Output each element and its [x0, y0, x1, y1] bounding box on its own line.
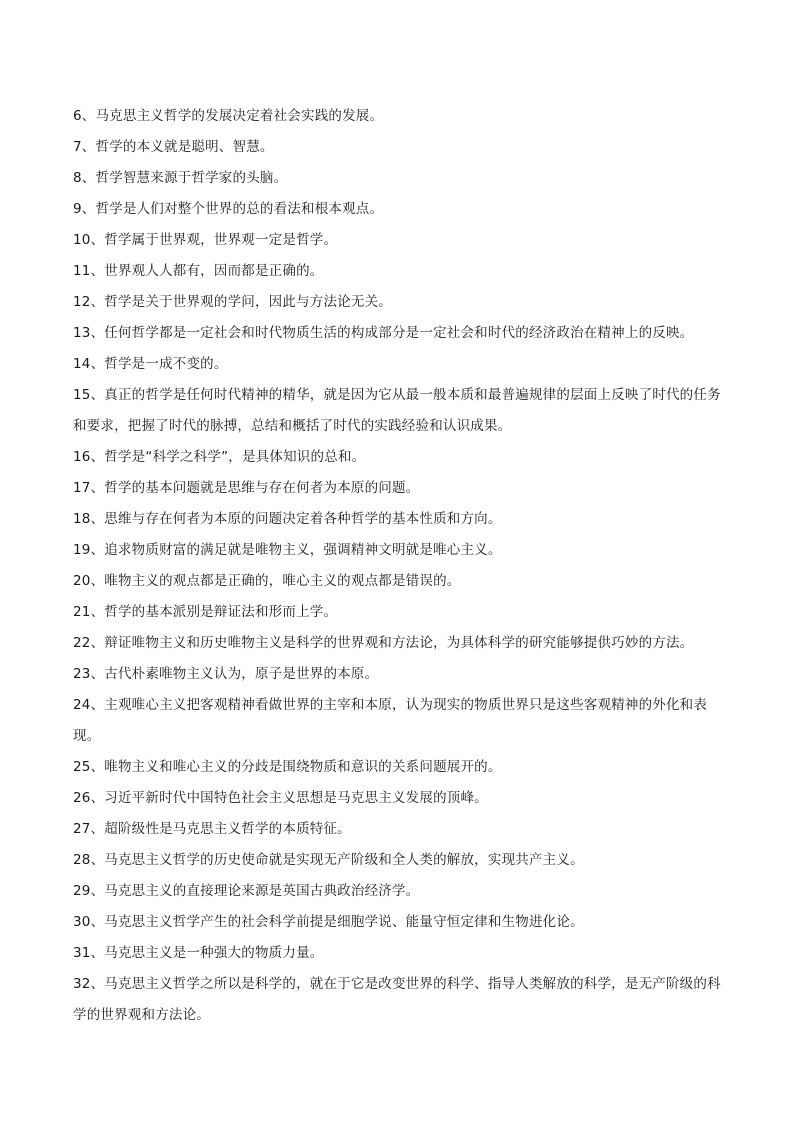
statement-item: 29、马克思主义的直接理论来源是英国古典政治经济学。	[73, 883, 420, 899]
statement-item: 12、哲学是关于世界观的学问，因此与方法论无关。	[73, 294, 392, 310]
statement-item: 24、主观唯心主义把客观精神看做世界的主宰和本原，认为现实的物质世界只是这些客观精神的外化和表现。	[73, 697, 708, 744]
statement-item: 26、习近平新时代中国特色社会主义思想是马克思主义发展的顶峰。	[73, 790, 488, 806]
statement-item: 27、超阶级性是马克思主义哲学的本质特征。	[73, 821, 351, 837]
statement-item: 30、马克思主义哲学产生的社会科学前提是细胞学说、能量守恒定律和生物进化论。	[73, 914, 584, 930]
statement-item: 11、世界观人人都有，因而都是正确的。	[73, 263, 324, 279]
statement-item: 23、古代朴素唯物主义认为，原子是世界的本原。	[73, 666, 379, 682]
statement-item: 25、唯物主义和唯心主义的分歧是围绕物质和意识的关系问题展开的。	[73, 759, 502, 775]
statement-list	[73, 101, 723, 1031]
statement-item: 28、马克思主义哲学的历史使命就是实现无产阶级和全人类的解放，实现共产主义。	[73, 852, 584, 868]
statement-item: 17、哲学的基本问题就是思维与存在何者为本原的问题。	[73, 480, 420, 496]
statement-item: 10、哲学属于世界观，世界观一定是哲学。	[73, 232, 338, 248]
statement-item: 14、哲学是一成不变的。	[73, 356, 228, 372]
statement-item: 7、哲学的本义就是聪明、智慧。	[73, 139, 274, 155]
statement-item: 9、哲学是人们对整个世界的总的看法和根本观点。	[73, 201, 384, 217]
statement-item: 19、追求物质财富的满足就是唯物主义，强调精神文明就是唯心主义。	[73, 542, 502, 558]
statement-item: 8、哲学智慧来源于哲学家的头脑。	[73, 170, 288, 186]
statement-item: 20、唯物主义的观点都是正确的，唯心主义的观点都是错误的。	[73, 573, 461, 589]
statement-item: 22、辩证唯物主义和历史唯物主义是科学的世界观和方法论，为具体科学的研究能够提供巧妙的方法。	[73, 635, 694, 651]
statement-item: 21、哲学的基本派别是辩证法和形而上学。	[73, 604, 338, 620]
statement-item: 31、马克思主义是一种强大的物质力量。	[73, 945, 324, 961]
statement-item: 18、思维与存在何者为本原的问题决定着各种哲学的基本性质和方向。	[73, 511, 502, 527]
statement-item: 13、任何哲学都是一定社会和时代物质生活的构成部分是一定社会和时代的经济政治在精神上的反映。	[73, 325, 694, 341]
statement-item: 32、马克思主义哲学之所以是科学的，就在于它是改变世界的科学、指导人类解放的科学，是无产阶级的科学的世界观和方法论。	[73, 976, 721, 1023]
statement-item: 15、真正的哲学是任何时代精神的精华，就是因为它从最一般本质和最普遍规律的层面上反映了时代的任务和要求，把握了时代的脉搏，总结和概括了时代的实践经验和认识成果。	[73, 387, 721, 434]
statement-item: 6、马克思主义哲学的发展决定着社会实践的发展。	[73, 108, 384, 124]
statement-item: 16、哲学是“科学之科学”，是具体知识的总和。	[73, 449, 366, 465]
